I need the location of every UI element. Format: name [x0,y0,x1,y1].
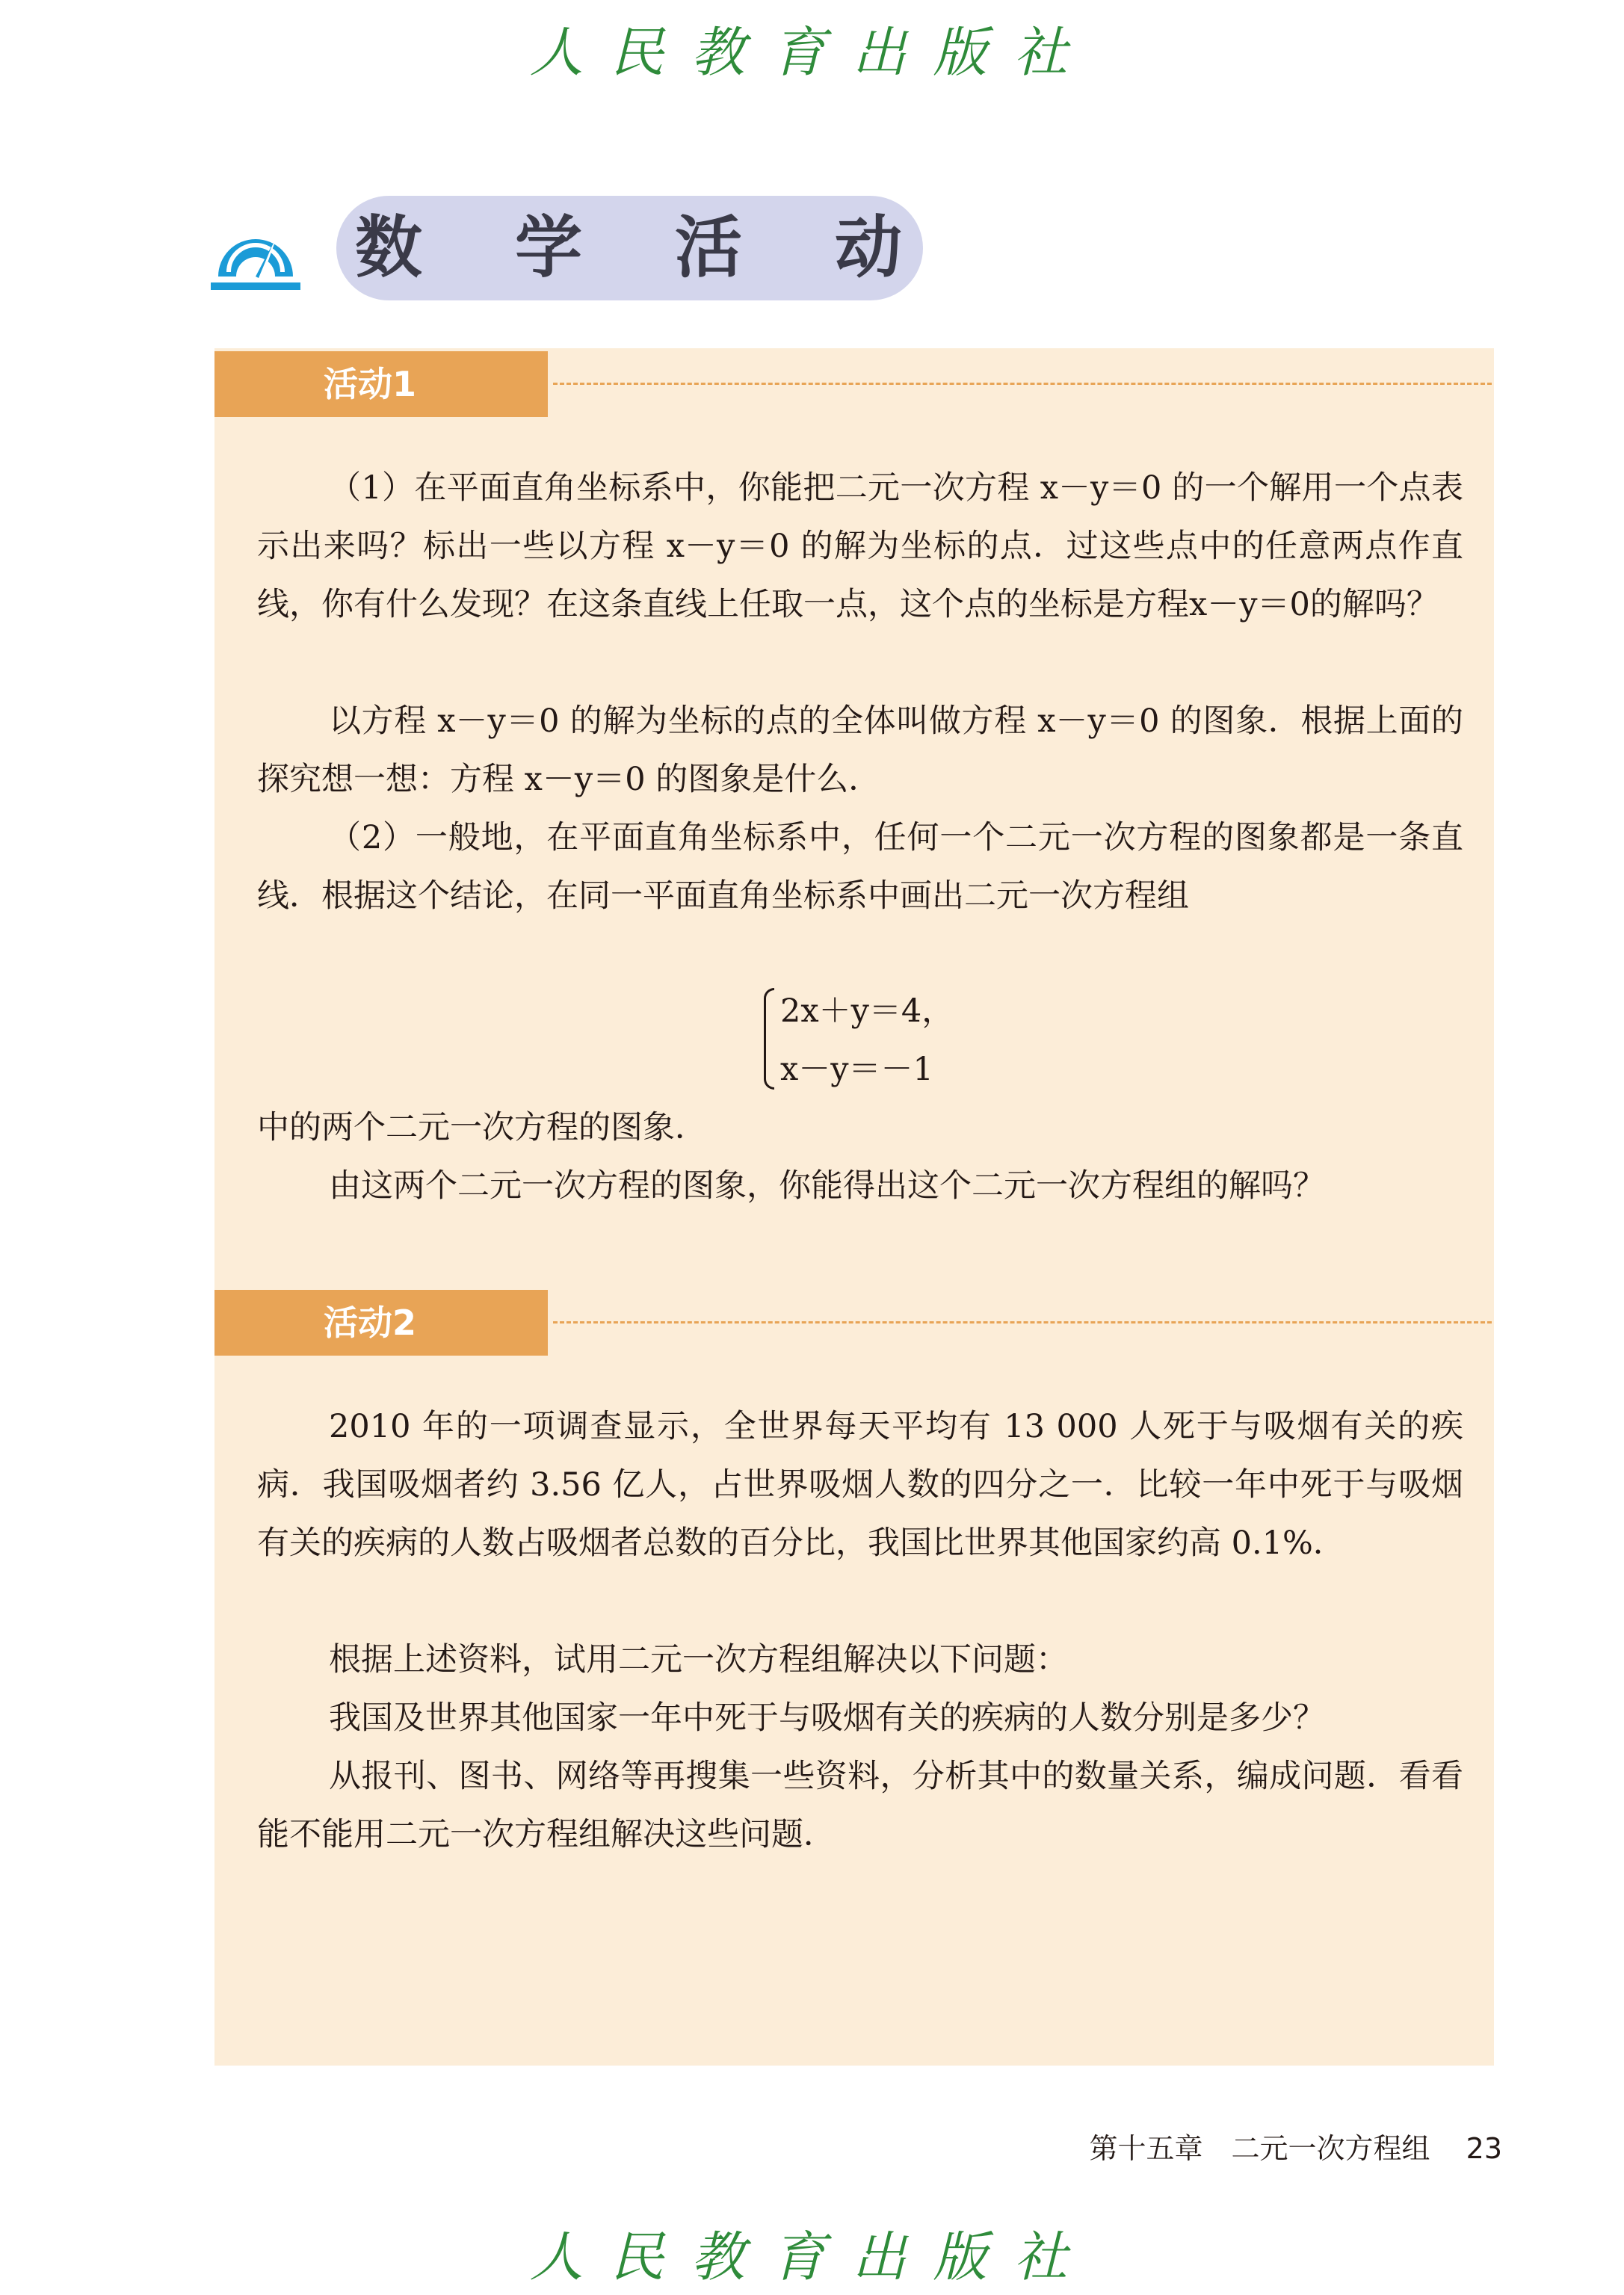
equation-2: x－y＝－1 [780,1051,933,1088]
equation-system [764,982,1063,1099]
activity2-paragraph-2: 根据上述资料，试用二元一次方程组解决以下问题： [329,1641,1068,1678]
page-number: 23 [1466,2132,1502,2165]
publisher-header: 人民教育出版社 [529,21,1095,84]
chapter-title: 第十五章 二元一次方程组 [1089,2132,1430,2165]
activity1-paragraph-5: 由这两个二元一次方程的图象，你能得出这个二元一次方程组的解吗？ [329,1167,1325,1205]
divider-dashed [553,1321,1492,1323]
publisher-footer: 人民教育出版社 [529,2225,1095,2288]
activity1-tab: 活动1 [214,351,548,417]
activity2-paragraph-1: 2010 年的一项调查显示，全世界每天平均有 13 000 人死于与吸烟有关的疾病．我国吸烟者约 3.56 亿人，占世界吸烟人数的四分之一．比较一年中死于与吸烟有关的疾病的人数占吸烟者总数的百分比，我国比世界其他国家约高 0.1%． [257,1408,1463,1562]
activity1-paragraph-3: （2）一般地，在平面直角坐标系中，任何一个二元一次方程的图象都是一条直线．根据这个结论，在同一平面直角坐标系中画出二元一次方程组 [257,819,1463,915]
page-footer [1084,2122,1502,2175]
equation-1: 2x＋y＝4， [780,992,954,1030]
title-char: 学 [515,209,582,287]
activity2-paragraph-4: 从报刊、图书、网络等再搜集一些资料，分析其中的数量关系，编成问题．看看能不能用二元一次方程组解决这些问题． [257,1758,1463,1853]
compass-gauge-icon [211,208,300,290]
title-text [336,196,976,300]
activity2-tab: 活动2 [214,1290,548,1356]
activity1-paragraph-4: 中的两个二元一次方程的图象． [257,1109,707,1146]
activity2-paragraph-3: 我国及世界其他国家一年中死于与吸烟有关的疾病的人数分别是多少？ [329,1699,1325,1737]
activity1-paragraph-1: （1）在平面直角坐标系中，你能把二元一次方程 x－y＝0 的一个解用一个点表示出来吗？标出一些以方程 x－y＝0 的解为坐标的点．过这些点中的任意两点作直线，你有什么发现？在这条直线上任取一点，这个点的坐标是方程x－y＝0的解吗？ [257,469,1463,623]
divider-dashed [553,383,1492,385]
title-char: 活 [675,209,742,287]
activity1-paragraph-2: 以方程 x－y＝0 的解为坐标的点的全体叫做方程 x－y＝0 的图象．根据上面的探究想一想：方程 x－y＝0 的图象是什么． [257,702,1463,798]
left-brace [764,988,774,1090]
title-char: 数 [355,209,422,287]
title-char: 动 [835,209,902,287]
